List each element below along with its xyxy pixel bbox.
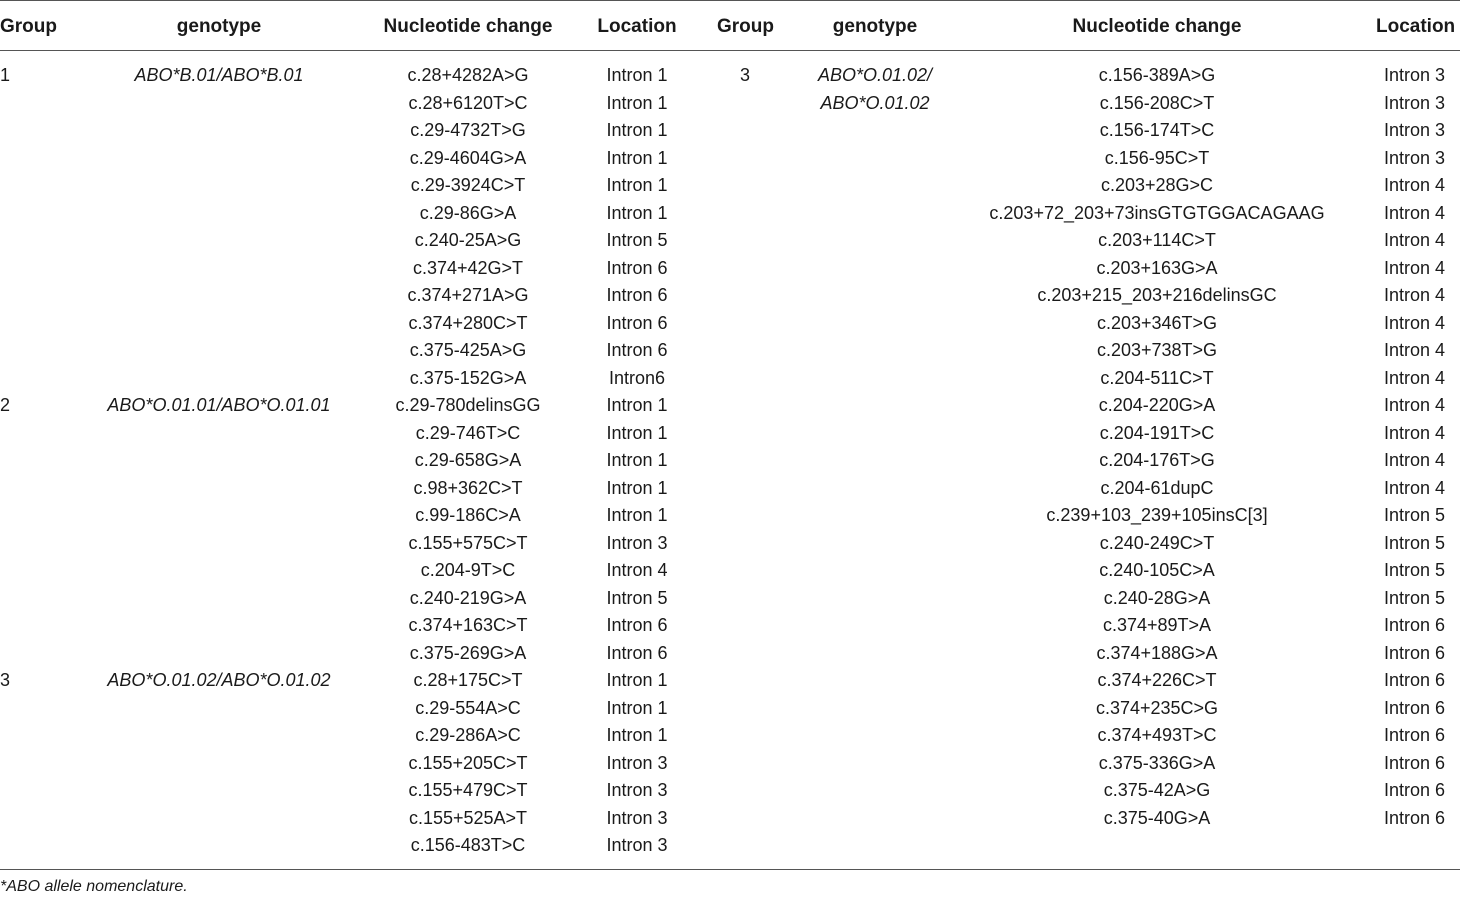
- location-cell: Intron 4: [1384, 477, 1446, 498]
- location-cell: Intron 5: [1384, 560, 1446, 580]
- nucleotide-change-cell: c.240-28G>A: [1103, 587, 1211, 608]
- location-cell: Intron 5: [1384, 532, 1446, 553]
- location-cell: Intron 5: [1384, 505, 1446, 525]
- group-cell: 1: [0, 65, 11, 85]
- nucleotide-change-cell: c.240-249C>T: [1099, 532, 1215, 553]
- location-cell: Intron 4: [1384, 175, 1446, 195]
- location-cell: Intron 6: [1384, 670, 1446, 690]
- nucleotide-change-cell: c.29-554A>C: [415, 697, 521, 718]
- nucleotide-change-cell: c.374+493T>C: [1097, 725, 1217, 745]
- location-cell: Intron 4: [1384, 367, 1446, 388]
- table-bottom-rule: [0, 869, 1460, 870]
- location-cell: Intron 3: [606, 532, 668, 553]
- header-nucleotide-left: Nucleotide change: [383, 16, 553, 37]
- header-location-left: Location: [597, 16, 677, 37]
- nucleotide-change-cell: c.203+72_203+73insGTGTGGACAGAAG: [989, 202, 1325, 223]
- nucleotide-change-cell: c.28+4282A>G: [407, 65, 529, 85]
- nucleotide-change-cell: c.375-425A>G: [409, 340, 527, 360]
- nucleotide-change-cell: c.29-3924C>T: [410, 175, 526, 195]
- nucleotide-change-cell: c.155+205C>T: [408, 752, 528, 773]
- location-cell: Intron 4: [1384, 422, 1446, 443]
- nucleotide-change-cell: c.29-4604G>A: [409, 147, 527, 168]
- nucleotide-change-cell: c.156-174T>C: [1099, 120, 1215, 140]
- location-cell: Intron 1: [606, 175, 668, 195]
- nucleotide-change-cell: c.374+42G>T: [412, 257, 524, 278]
- nucleotide-change-cell: c.240-105C>A: [1099, 560, 1215, 580]
- nucleotide-change-cell: c.203+163G>A: [1096, 257, 1218, 278]
- group-cell: 2: [0, 395, 11, 415]
- nucleotide-change-cell: c.156-208C>T: [1099, 92, 1215, 113]
- genotype-cell: ABO*O.01.02: [820, 92, 930, 113]
- location-cell: Intron 3: [606, 780, 668, 800]
- location-cell: Intron 1: [606, 697, 668, 718]
- location-cell: Intron 4: [1384, 395, 1446, 415]
- location-cell: Intron 1: [606, 505, 668, 525]
- location-cell: Intron 1: [606, 670, 668, 690]
- header-group-left: Group: [0, 16, 57, 37]
- location-cell: Intron 3: [606, 807, 668, 828]
- nucleotide-change-cell: c.29-4732T>G: [410, 120, 526, 140]
- location-cell: Intron 6: [1384, 697, 1446, 718]
- location-cell: Intron 1: [606, 92, 668, 113]
- header-nucleotide-right: Nucleotide change: [1072, 16, 1242, 37]
- header-genotype-left: genotype: [176, 16, 262, 37]
- location-cell: Intron 6: [1384, 780, 1446, 800]
- location-cell: Intron 6: [606, 642, 668, 663]
- footnote: *ABO allele nomenclature.: [0, 878, 188, 895]
- location-cell: Intron 4: [1384, 202, 1446, 223]
- nucleotide-change-cell: c.155+575C>T: [408, 532, 528, 553]
- nucleotide-change-cell: c.374+280C>T: [408, 312, 528, 333]
- location-cell: Intron 4: [1384, 285, 1446, 305]
- nucleotide-change-cell: c.204-176T>G: [1099, 450, 1215, 470]
- header-genotype-right: genotype: [832, 16, 918, 37]
- group-cell: 3: [0, 670, 11, 690]
- nucleotide-change-cell: c.203+28G>C: [1100, 175, 1214, 195]
- location-cell: Intron 6: [1384, 725, 1446, 745]
- location-cell: Intron 3: [606, 835, 668, 855]
- nucleotide-change-cell: c.239+103_239+105insC[3]: [1046, 505, 1268, 525]
- header-location-right: Location: [1376, 16, 1456, 37]
- nucleotide-change-cell: c.99-186C>A: [415, 505, 521, 525]
- location-cell: Intron 5: [606, 230, 668, 250]
- location-cell: Intron 4: [1384, 230, 1446, 250]
- nucleotide-change-cell: c.374+271A>G: [407, 285, 529, 305]
- nucleotide-change-cell: c.155+479C>T: [408, 780, 528, 800]
- genotype-cell: ABO*B.01/ABO*B.01: [134, 65, 304, 85]
- nucleotide-change-cell: c.29-780delinsGG: [395, 395, 541, 415]
- nucleotide-change-cell: c.375-152G>A: [409, 367, 527, 388]
- location-cell: Intron6: [608, 367, 666, 388]
- location-cell: Intron 6: [606, 615, 668, 635]
- nucleotide-change-cell: c.374+163C>T: [408, 615, 528, 635]
- genotype-cell: ABO*O.01.02/: [817, 65, 933, 85]
- nucleotide-change-cell: c.98+362C>T: [413, 477, 523, 498]
- location-cell: Intron 1: [606, 65, 668, 85]
- location-cell: Intron 6: [1384, 807, 1446, 828]
- nucleotide-change-cell: c.203+215_203+216delinsGC: [1037, 285, 1277, 305]
- nucleotide-change-cell: c.204-220G>A: [1098, 395, 1216, 415]
- table-top-rule: [0, 0, 1460, 1]
- location-cell: Intron 1: [606, 395, 668, 415]
- location-cell: Intron 3: [1384, 120, 1446, 140]
- nucleotide-change-cell: c.155+525A>T: [408, 807, 528, 828]
- location-cell: Intron 6: [1384, 752, 1446, 773]
- nucleotide-change-cell: c.375-40G>A: [1103, 807, 1211, 828]
- location-cell: Intron 4: [1384, 340, 1446, 360]
- nucleotide-change-cell: c.29-658G>A: [414, 450, 522, 470]
- location-cell: Intron 3: [1384, 147, 1446, 168]
- location-cell: Intron 6: [606, 285, 668, 305]
- nucleotide-change-cell: c.374+188G>A: [1096, 642, 1218, 663]
- location-cell: Intron 3: [1384, 92, 1446, 113]
- nucleotide-change-cell: c.28+6120T>C: [408, 92, 528, 113]
- nucleotide-change-cell: c.29-746T>C: [415, 422, 521, 443]
- nucleotide-change-cell: c.156-389A>G: [1098, 65, 1216, 85]
- location-cell: Intron 3: [1384, 65, 1446, 85]
- nucleotide-change-cell: c.204-61dupC: [1100, 477, 1214, 498]
- nucleotide-change-cell: c.374+226C>T: [1097, 670, 1217, 690]
- location-cell: Intron 6: [606, 340, 668, 360]
- nucleotide-change-cell: c.204-191T>C: [1099, 422, 1215, 443]
- location-cell: Intron 6: [606, 257, 668, 278]
- nucleotide-change-cell: c.156-95C>T: [1104, 147, 1210, 168]
- location-cell: Intron 1: [606, 202, 668, 223]
- genotype-cell: ABO*O.01.01/ABO*O.01.01: [107, 395, 331, 415]
- location-cell: Intron 5: [606, 587, 668, 608]
- location-cell: Intron 1: [606, 477, 668, 498]
- nucleotide-change-cell: c.374+235C>G: [1095, 697, 1219, 718]
- location-cell: Intron 6: [1384, 615, 1446, 635]
- nucleotide-change-cell: c.203+114C>T: [1098, 230, 1216, 250]
- location-cell: Intron 5: [1384, 587, 1446, 608]
- nucleotide-change-cell: c.375-336G>A: [1098, 752, 1216, 773]
- nucleotide-change-cell: c.204-511C>T: [1100, 367, 1214, 388]
- location-cell: Intron 1: [606, 147, 668, 168]
- nucleotide-change-cell: c.29-286A>C: [415, 725, 521, 745]
- nucleotide-change-cell: c.375-42A>G: [1103, 780, 1211, 800]
- group-cell: 3: [740, 65, 751, 85]
- location-cell: Intron 4: [1384, 450, 1446, 470]
- header-rule: [0, 50, 1460, 51]
- header-group-right: Group: [717, 16, 774, 37]
- location-cell: Intron 1: [606, 450, 668, 470]
- location-cell: Intron 1: [606, 422, 668, 443]
- nucleotide-change-cell: c.156-483T>C: [410, 835, 526, 855]
- genotype-cell: ABO*O.01.02/ABO*O.01.02: [107, 670, 331, 690]
- location-cell: Intron 6: [606, 312, 668, 333]
- nucleotide-change-cell: c.240-219G>A: [409, 587, 527, 608]
- nucleotide-change-cell: c.29-86G>A: [419, 202, 517, 223]
- nucleotide-change-cell: c.203+346T>G: [1096, 312, 1218, 333]
- location-cell: Intron 6: [1384, 642, 1446, 663]
- nucleotide-change-cell: c.204-9T>C: [420, 560, 516, 580]
- location-cell: Intron 1: [606, 120, 668, 140]
- nucleotide-change-cell: c.374+89T>A: [1102, 615, 1212, 635]
- nucleotide-change-cell: c.375-269G>A: [409, 642, 527, 663]
- nucleotide-change-cell: c.203+738T>G: [1096, 340, 1218, 360]
- location-cell: Intron 4: [1384, 257, 1446, 278]
- nucleotide-change-cell: c.28+175C>T: [413, 670, 523, 690]
- location-cell: Intron 1: [606, 725, 668, 745]
- location-cell: Intron 3: [606, 752, 668, 773]
- location-cell: Intron 4: [1384, 312, 1446, 333]
- nucleotide-change-cell: c.240-25A>G: [414, 230, 522, 250]
- location-cell: Intron 4: [606, 560, 668, 580]
